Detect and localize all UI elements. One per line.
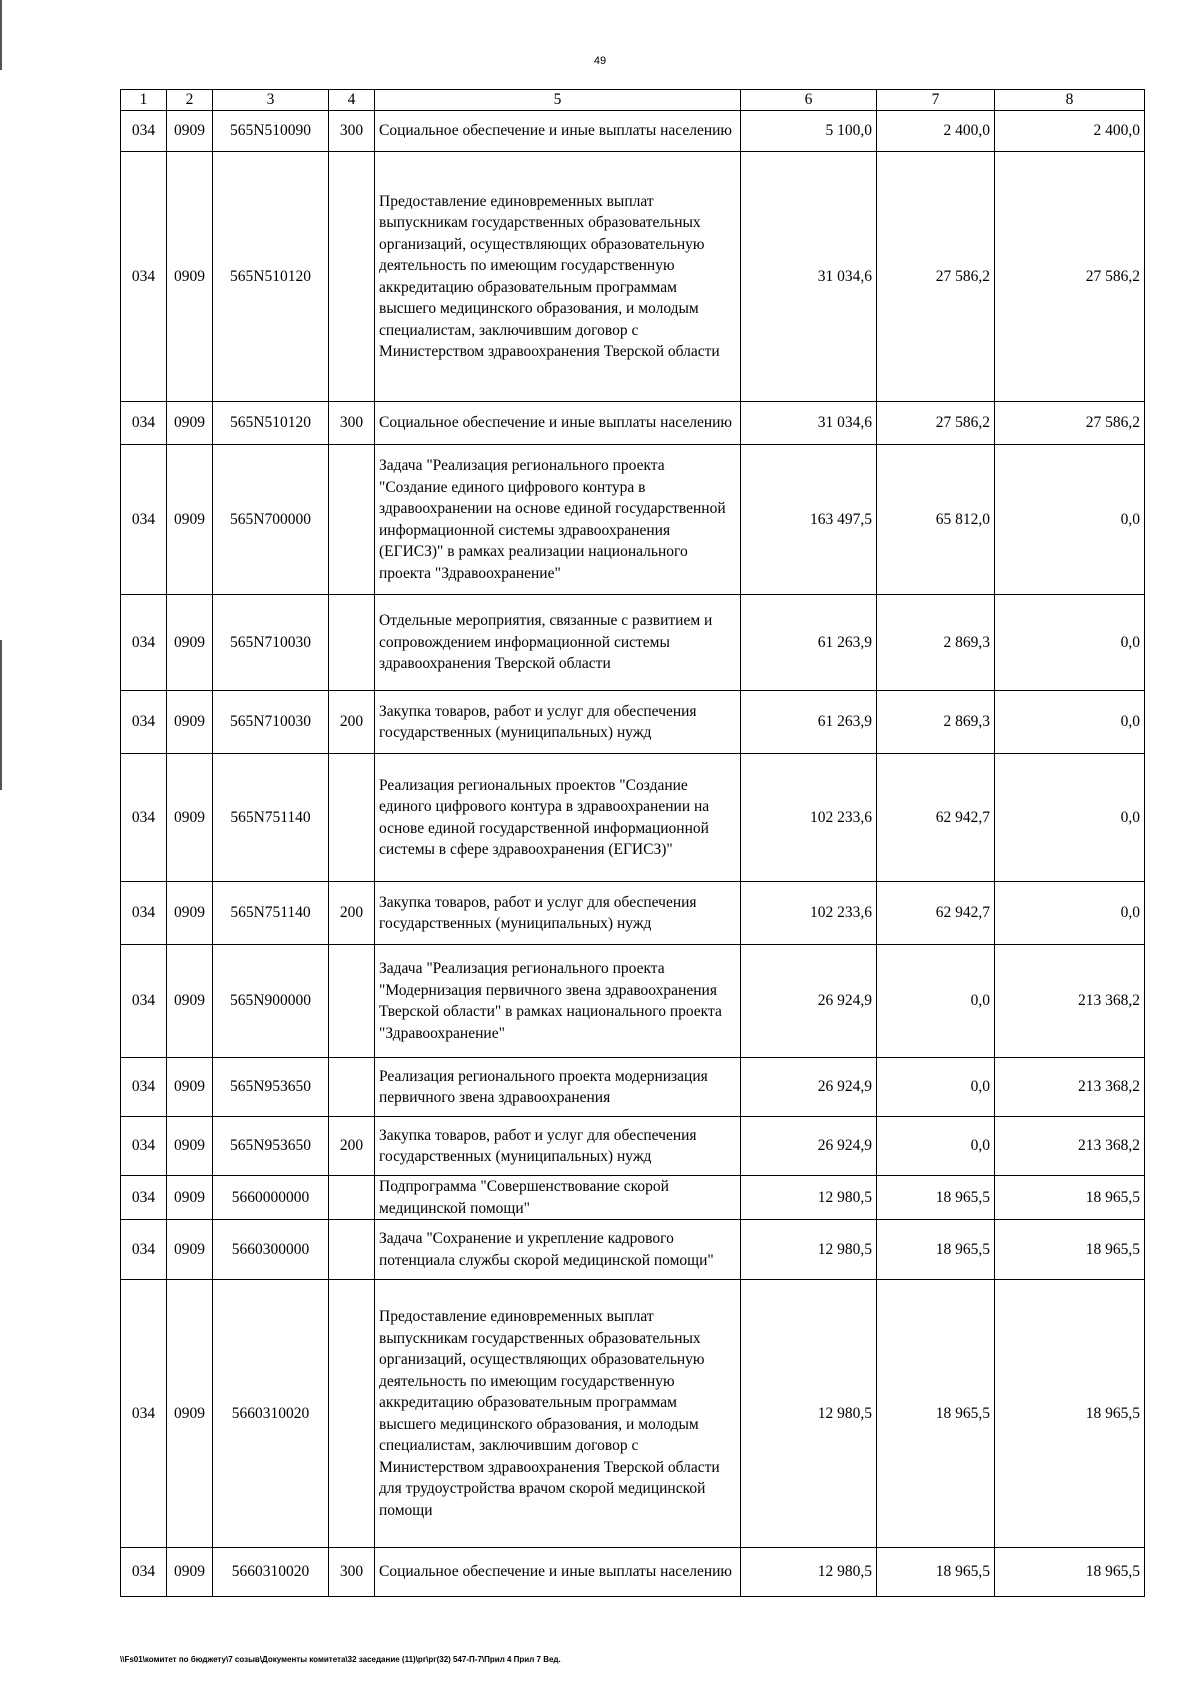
target-code: 565N953650 bbox=[213, 1117, 329, 1176]
amount-col-6: 61 263,9 bbox=[741, 595, 877, 691]
amount-col-6: 26 924,9 bbox=[741, 1058, 877, 1117]
description: Задача "Реализация регионального проекта "Создание единого цифрового контура в здравоохранении на основе единой государственной информационной системы здравоохранения (ЕГИСЗ)" в рамках реализации национального проекта "Здравоохранение" bbox=[375, 445, 741, 595]
amount-col-8: 213 368,2 bbox=[995, 1058, 1145, 1117]
table-row bbox=[121, 1548, 1145, 1597]
description: Реализация региональных проектов "Создание единого цифрового контура в здравоохранении на основе единой государственной информационной системы в сфере здравоохранения (ЕГИСЗ)" bbox=[375, 754, 741, 882]
description: Реализация регионального проекта модернизация первичного звена здравоохранения bbox=[375, 1058, 741, 1117]
header-cell: 5 bbox=[375, 90, 741, 111]
amount-col-6: 26 924,9 bbox=[741, 1117, 877, 1176]
amount-col-7: 18 965,5 bbox=[877, 1220, 995, 1280]
target-code: 565N710030 bbox=[213, 691, 329, 754]
amount-col-6: 12 980,5 bbox=[741, 1220, 877, 1280]
amount-col-7: 27 586,2 bbox=[877, 402, 995, 445]
amount-col-6: 12 980,5 bbox=[741, 1280, 877, 1548]
amount-col-8: 213 368,2 bbox=[995, 1117, 1145, 1176]
table-row bbox=[121, 111, 1145, 152]
amount-col-8: 0,0 bbox=[995, 595, 1145, 691]
row-col-1: 034 bbox=[121, 1176, 167, 1220]
table-row bbox=[121, 1058, 1145, 1117]
row-col-2: 0909 bbox=[167, 754, 213, 882]
file-path-footer: \\Fs01\комитет по бюджету\7 созыв\Документы комитета\32 заседание (11)\рг\рг(32) 547-П-7\Прил 4 Прил 7 Вед. bbox=[120, 1655, 561, 1664]
amount-col-7: 18 965,5 bbox=[877, 1548, 995, 1597]
expense-type: 200 bbox=[329, 691, 375, 754]
amount-col-8: 0,0 bbox=[995, 445, 1145, 595]
expense-type: 300 bbox=[329, 111, 375, 152]
row-col-1: 034 bbox=[121, 1117, 167, 1176]
expense-type bbox=[329, 945, 375, 1058]
description: Закупка товаров, работ и услуг для обеспечения государственных (муниципальных) нужд bbox=[375, 691, 741, 754]
expense-type: 300 bbox=[329, 1548, 375, 1597]
expense-type: 200 bbox=[329, 882, 375, 945]
row-col-2: 0909 bbox=[167, 152, 213, 402]
amount-col-7: 2 869,3 bbox=[877, 691, 995, 754]
budget-table bbox=[120, 89, 1145, 1597]
row-col-1: 034 bbox=[121, 445, 167, 595]
header-cell: 2 bbox=[167, 90, 213, 111]
table-row bbox=[121, 152, 1145, 402]
row-col-2: 0909 bbox=[167, 945, 213, 1058]
table-row bbox=[121, 691, 1145, 754]
amount-col-7: 18 965,5 bbox=[877, 1280, 995, 1548]
amount-col-8: 2 400,0 bbox=[995, 111, 1145, 152]
row-col-2: 0909 bbox=[167, 882, 213, 945]
table-row bbox=[121, 1280, 1145, 1548]
expense-type bbox=[329, 595, 375, 691]
amount-col-7: 62 942,7 bbox=[877, 754, 995, 882]
target-code: 5660310020 bbox=[213, 1548, 329, 1597]
amount-col-7: 27 586,2 bbox=[877, 152, 995, 402]
table-row bbox=[121, 1117, 1145, 1176]
target-code: 5660310020 bbox=[213, 1280, 329, 1548]
description: Отдельные мероприятия, связанные с развитием и сопровождением информационной системы здравоохранения Тверской области bbox=[375, 595, 741, 691]
amount-col-8: 18 965,5 bbox=[995, 1280, 1145, 1548]
target-code: 5660300000 bbox=[213, 1220, 329, 1280]
expense-type: 200 bbox=[329, 1117, 375, 1176]
scan-edge-mark bbox=[0, 640, 2, 790]
description: Закупка товаров, работ и услуг для обеспечения государственных (муниципальных) нужд bbox=[375, 1117, 741, 1176]
amount-col-8: 0,0 bbox=[995, 882, 1145, 945]
amount-col-6: 102 233,6 bbox=[741, 754, 877, 882]
amount-col-6: 102 233,6 bbox=[741, 882, 877, 945]
expense-type bbox=[329, 754, 375, 882]
description: Социальное обеспечение и иные выплаты населению bbox=[375, 1548, 741, 1597]
row-col-1: 034 bbox=[121, 152, 167, 402]
row-col-2: 0909 bbox=[167, 1058, 213, 1117]
expense-type bbox=[329, 1280, 375, 1548]
amount-col-6: 26 924,9 bbox=[741, 945, 877, 1058]
header-cell: 6 bbox=[741, 90, 877, 111]
amount-col-7: 0,0 bbox=[877, 1058, 995, 1117]
amount-col-8: 18 965,5 bbox=[995, 1220, 1145, 1280]
description: Предоставление единовременных выплат выпускникам государственных образовательных организаций, осуществляющих образовательную деятельность по имеющим государственную аккредитацию образовательным программам высшего медицинского образования, и молодым специалистам, заключившим договор с Министерством здравоохранения Тверской области bbox=[375, 152, 741, 402]
table-row bbox=[121, 1176, 1145, 1220]
table-row bbox=[121, 1220, 1145, 1280]
expense-type bbox=[329, 1176, 375, 1220]
page-number: 49 bbox=[593, 55, 607, 67]
description: Социальное обеспечение и иные выплаты населению bbox=[375, 111, 741, 152]
table-row bbox=[121, 595, 1145, 691]
row-col-1: 034 bbox=[121, 882, 167, 945]
expense-type bbox=[329, 1058, 375, 1117]
row-col-2: 0909 bbox=[167, 595, 213, 691]
amount-col-8: 27 586,2 bbox=[995, 402, 1145, 445]
description: Задача "Реализация регионального проекта "Модернизация первичного звена здравоохранения Тверской области" в рамках национального проекта "Здравоохранение" bbox=[375, 945, 741, 1058]
header-row bbox=[121, 90, 1145, 111]
row-col-1: 034 bbox=[121, 595, 167, 691]
table-row bbox=[121, 945, 1145, 1058]
target-code: 565N751140 bbox=[213, 754, 329, 882]
amount-col-7: 0,0 bbox=[877, 1117, 995, 1176]
amount-col-7: 62 942,7 bbox=[877, 882, 995, 945]
target-code: 565N510090 bbox=[213, 111, 329, 152]
amount-col-6: 61 263,9 bbox=[741, 691, 877, 754]
target-code: 565N710030 bbox=[213, 595, 329, 691]
row-col-2: 0909 bbox=[167, 402, 213, 445]
row-col-1: 034 bbox=[121, 691, 167, 754]
table-row bbox=[121, 754, 1145, 882]
expense-type: 300 bbox=[329, 402, 375, 445]
amount-col-8: 0,0 bbox=[995, 754, 1145, 882]
row-col-1: 034 bbox=[121, 1280, 167, 1548]
amount-col-6: 12 980,5 bbox=[741, 1548, 877, 1597]
amount-col-6: 31 034,6 bbox=[741, 152, 877, 402]
header-cell: 8 bbox=[995, 90, 1145, 111]
amount-col-8: 18 965,5 bbox=[995, 1548, 1145, 1597]
header-cell: 4 bbox=[329, 90, 375, 111]
amount-col-7: 65 812,0 bbox=[877, 445, 995, 595]
header-cell: 3 bbox=[213, 90, 329, 111]
amount-col-6: 5 100,0 bbox=[741, 111, 877, 152]
row-col-2: 0909 bbox=[167, 1176, 213, 1220]
table-row bbox=[121, 882, 1145, 945]
description: Закупка товаров, работ и услуг для обеспечения государственных (муниципальных) нужд bbox=[375, 882, 741, 945]
target-code: 565N510120 bbox=[213, 402, 329, 445]
expense-type bbox=[329, 1220, 375, 1280]
row-col-2: 0909 bbox=[167, 1280, 213, 1548]
row-col-1: 034 bbox=[121, 111, 167, 152]
amount-col-6: 163 497,5 bbox=[741, 445, 877, 595]
description: Предоставление единовременных выплат выпускникам государственных образовательных организаций, осуществляющих образовательную деятельность по имеющим государственную аккредитацию образовательным программам высшего медицинского образования, и молодым специалистам, заключившим договор с Министерством здравоохранения Тверской области для трудоустройства врачом скорой медицинской помощи bbox=[375, 1280, 741, 1548]
amount-col-6: 12 980,5 bbox=[741, 1176, 877, 1220]
description: Социальное обеспечение и иные выплаты населению bbox=[375, 402, 741, 445]
row-col-2: 0909 bbox=[167, 445, 213, 595]
amount-col-7: 2 869,3 bbox=[877, 595, 995, 691]
row-col-2: 0909 bbox=[167, 1117, 213, 1176]
header-cell: 7 bbox=[877, 90, 995, 111]
target-code: 565N700000 bbox=[213, 445, 329, 595]
row-col-2: 0909 bbox=[167, 1548, 213, 1597]
row-col-1: 034 bbox=[121, 1058, 167, 1117]
target-code: 565N751140 bbox=[213, 882, 329, 945]
amount-col-8: 27 586,2 bbox=[995, 152, 1145, 402]
amount-col-8: 18 965,5 bbox=[995, 1176, 1145, 1220]
amount-col-8: 0,0 bbox=[995, 691, 1145, 754]
amount-col-7: 0,0 bbox=[877, 945, 995, 1058]
target-code: 565N953650 bbox=[213, 1058, 329, 1117]
row-col-1: 034 bbox=[121, 945, 167, 1058]
row-col-1: 034 bbox=[121, 402, 167, 445]
amount-col-7: 18 965,5 bbox=[877, 1176, 995, 1220]
amount-col-7: 2 400,0 bbox=[877, 111, 995, 152]
target-code: 5660000000 bbox=[213, 1176, 329, 1220]
row-col-2: 0909 bbox=[167, 1220, 213, 1280]
target-code: 565N510120 bbox=[213, 152, 329, 402]
row-col-1: 034 bbox=[121, 754, 167, 882]
description: Подпрограмма "Совершенствование скорой медицинской помощи" bbox=[375, 1176, 741, 1220]
expense-type bbox=[329, 445, 375, 595]
row-col-1: 034 bbox=[121, 1548, 167, 1597]
table-row bbox=[121, 445, 1145, 595]
table-body bbox=[121, 111, 1145, 1597]
row-col-2: 0909 bbox=[167, 111, 213, 152]
expense-type bbox=[329, 152, 375, 402]
header-cell: 1 bbox=[121, 90, 167, 111]
row-col-1: 034 bbox=[121, 1220, 167, 1280]
table-row bbox=[121, 402, 1145, 445]
target-code: 565N900000 bbox=[213, 945, 329, 1058]
description: Задача "Сохранение и укрепление кадрового потенциала службы скорой медицинской помощи" bbox=[375, 1220, 741, 1280]
row-col-2: 0909 bbox=[167, 691, 213, 754]
amount-col-6: 31 034,6 bbox=[741, 402, 877, 445]
amount-col-8: 213 368,2 bbox=[995, 945, 1145, 1058]
